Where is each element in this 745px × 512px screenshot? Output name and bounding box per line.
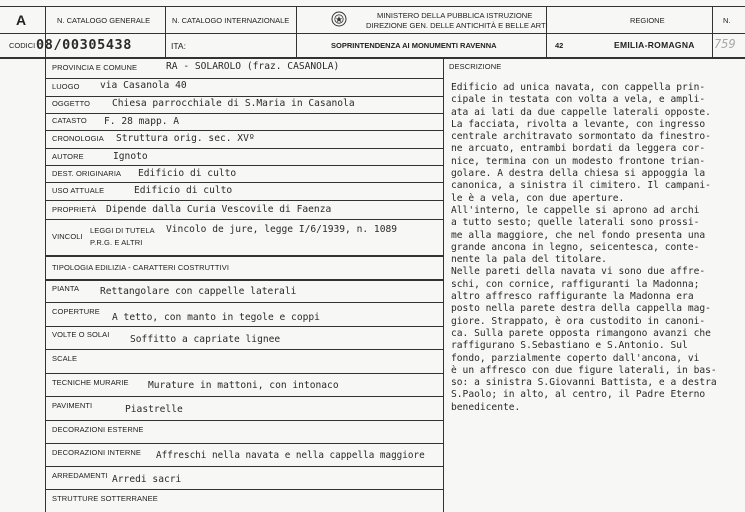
arredamenti-label: ARREDAMENTI xyxy=(52,471,108,480)
ministry-line-1: MINISTERO DELLA PUBBLICA ISTRUZIONE xyxy=(377,11,533,20)
tecniche-murarie-label: TECNICHE MURARIE xyxy=(52,378,129,387)
description-line: le è a vela, con due aperture. xyxy=(451,192,625,204)
description-line: Nelle pareti della navata vi sono due affre- xyxy=(451,266,706,278)
pianta-value: Rettangolare con cappelle laterali xyxy=(100,286,297,297)
coperture-value: A tetto, con manto in tegole e coppi xyxy=(112,312,320,323)
divider-tipologia-top xyxy=(45,255,443,257)
header-vline-2 xyxy=(165,6,166,58)
divider-proprieta xyxy=(45,200,443,201)
volte-solai-label: VOLTE O SOLAI xyxy=(52,330,110,339)
description-line: posto nella parete destra della cappella mag- xyxy=(451,303,711,315)
codici-value: 08/00305438 xyxy=(36,37,133,53)
arredamenti-value: Arredi sacri xyxy=(112,474,182,485)
description-line: è un affresco con due figure laterali, in bas- xyxy=(451,364,717,376)
divider-arredamenti xyxy=(45,466,443,467)
volte-solai-value: Soffitto a capriate lignee xyxy=(130,334,281,345)
description-line: S.Paolo; in alto, al centro, il Padre Eterno xyxy=(451,389,706,401)
strutture-sotterranee-label: STRUTTURE SOTTERRANEE xyxy=(52,494,158,503)
description-line: benedicente. xyxy=(451,401,521,413)
cronologia-value: Struttura orig. sec. XVº xyxy=(116,133,255,144)
ministry-line-2: DIREZIONE GEN. DELLE ANTICHITÀ E BELLE ARTI xyxy=(366,21,548,30)
divider-dest xyxy=(45,165,443,166)
regione-value: EMILIA-ROMAGNA xyxy=(614,40,695,50)
divider-pavimenti xyxy=(45,396,443,397)
provincia-label: PROVINCIA E COMUNE xyxy=(52,63,138,72)
description-line: ata ai lati da due cappelle laterali opposte. xyxy=(451,106,711,118)
header-bottom-border xyxy=(0,57,745,59)
header-vline-5 xyxy=(712,6,713,58)
codici-label: CODICI xyxy=(9,41,36,50)
card-number: 42 xyxy=(555,41,564,50)
coperture-label: COPERTURE xyxy=(52,307,100,316)
description-line: La facciata, rivolta a levante, con ingresso xyxy=(451,118,706,130)
divider-luogo xyxy=(45,78,443,79)
catasto-value: F. 28 mapp. A xyxy=(104,116,180,127)
divider-uso xyxy=(45,182,443,183)
divider-dec-interne xyxy=(45,443,443,444)
provincia-value: RA - SOLAROLO (fraz. CASANOLA) xyxy=(166,61,340,72)
uso-attuale-value: Edificio di culto xyxy=(134,185,233,196)
decorazioni-esterne-label: DECORAZIONI ESTERNE xyxy=(52,425,144,434)
description-line: golare. A destra della chiesa si appoggia la xyxy=(451,168,706,180)
description-line: a tutto sesto; quelle laterali sono prossi- xyxy=(451,217,700,229)
description-line: ca. Sulla parete opposta rimangono avanzi che xyxy=(451,327,711,339)
decorazioni-interne-value: Affreschi nella navata e nella cappella maggiore xyxy=(156,450,425,461)
body-middle-border xyxy=(443,58,444,512)
cronologia-label: CRONOLOGIA xyxy=(52,134,104,143)
description-line: raffigurano S.Sebastiano e S.Antonio. Sul xyxy=(451,340,688,352)
divider-oggetto xyxy=(45,96,443,97)
divider-vincoli xyxy=(45,219,443,220)
description-line: centrale architravato sormontato da finestro- xyxy=(451,131,711,143)
cat-internazionale-label: N. CATALOGO INTERNAZIONALE xyxy=(172,16,290,25)
divider-scale xyxy=(45,349,443,350)
dest-originaria-value: Edificio di culto xyxy=(138,168,237,179)
description-line: me alla maggiore, che nel fondo presenta una xyxy=(451,229,706,241)
header-vline-3 xyxy=(296,6,297,58)
description-line: ne arcuato, entrambi bordati da leggera cor- xyxy=(451,143,706,155)
divider-cronologia xyxy=(45,130,443,131)
divider-autore xyxy=(45,148,443,149)
proprieta-value: Dipende dalla Curia Vescovile di Faenza xyxy=(106,204,332,215)
proprieta-label: PROPRIETÀ xyxy=(52,205,97,214)
description-line: schi, con cornice, raffiguranti la Madonna; xyxy=(451,278,700,290)
oggetto-value: Chiesa parrocchiale di S.Maria in Casanola xyxy=(112,98,355,109)
descrizione-label: DESCRIZIONE xyxy=(449,62,502,71)
card-letter: A xyxy=(16,12,27,28)
description-line: nente la pala del titolare. xyxy=(451,254,607,266)
description-line: cipale in testata con volta a vela, e ampli- xyxy=(451,94,706,106)
divider-tipologia-bottom xyxy=(45,279,443,281)
description-line: so: a sinistra S.Giovanni Battista, e a destra xyxy=(451,377,717,389)
regione-header-label: REGIONE xyxy=(630,16,665,25)
vincoli-label: VINCOLI xyxy=(52,232,83,241)
description-line: altro affresco raffigurante la Madonna era xyxy=(451,291,694,303)
leggi-tutela-label: LEGGI DI TUTELA xyxy=(90,226,155,235)
autore-label: AUTORE xyxy=(52,152,84,161)
description-line: grande ancona in legno, seicentesca, conte- xyxy=(451,241,700,253)
divider-catasto xyxy=(45,113,443,114)
handwritten-number: 759 xyxy=(714,37,736,51)
pianta-label: PIANTA xyxy=(52,284,80,293)
description-line: canonica, a sinistra il cimitero. Il campani- xyxy=(451,180,711,192)
description-line: All'interno, le cappelle si aprono ad archi xyxy=(451,204,700,216)
description-line: nice, termina con un modesto frontone trian- xyxy=(451,155,706,167)
uso-attuale-label: USO ATTUALE xyxy=(52,186,105,195)
description-text xyxy=(451,82,743,414)
ita-label: ITA: xyxy=(171,41,186,51)
dest-originaria-label: DEST. ORIGINARIA xyxy=(52,169,122,178)
pavimenti-value: Piastrelle xyxy=(125,404,183,415)
divider-volte xyxy=(45,326,443,327)
republic-emblem-icon xyxy=(331,11,347,27)
luogo-value: via Casanola 40 xyxy=(100,80,187,91)
divider-tecniche xyxy=(45,373,443,374)
cat-generale-label: N. CATALOGO GENERALE xyxy=(57,16,151,25)
decorazioni-interne-label: DECORAZIONI INTERNE xyxy=(52,448,141,457)
luogo-label: LUOGO xyxy=(52,82,80,91)
divider-dec-esterne xyxy=(45,420,443,421)
scale-label: SCALE xyxy=(52,354,78,363)
oggetto-label: OGGETTO xyxy=(52,99,91,108)
vincoli-value: Vincolo de jure, legge I/6/1939, n. 1089 xyxy=(166,224,398,235)
catasto-label: CATASTO xyxy=(52,116,87,125)
header-row-divider xyxy=(0,33,745,34)
tipologia-label: TIPOLOGIA EDILIZIA - CARATTERI COSTRUTTIVI xyxy=(52,263,229,272)
autore-value: Ignoto xyxy=(113,151,148,162)
description-line: fondo, parzialmente coperto dall'ancona, vi xyxy=(451,352,700,364)
n-header-label: N. xyxy=(723,16,731,25)
header-vline-4 xyxy=(546,6,547,58)
pavimenti-label: PAVIMENTI xyxy=(52,401,93,410)
divider-coperture xyxy=(45,302,443,303)
tecniche-murarie-value: Murature in mattoni, con intonaco xyxy=(148,380,339,391)
description-line: giore. Strappato, è ora custodito in canoni- xyxy=(451,315,706,327)
header-top-border xyxy=(0,6,745,7)
soprintendenza: SOPRINTENDENZA AI MONUMENTI RAVENNA xyxy=(331,41,497,50)
prg-label: P.R.G. E ALTRI xyxy=(90,238,143,247)
description-line: Edificio ad unica navata, con cappella prin- xyxy=(451,82,706,93)
divider-strutture xyxy=(45,489,443,490)
